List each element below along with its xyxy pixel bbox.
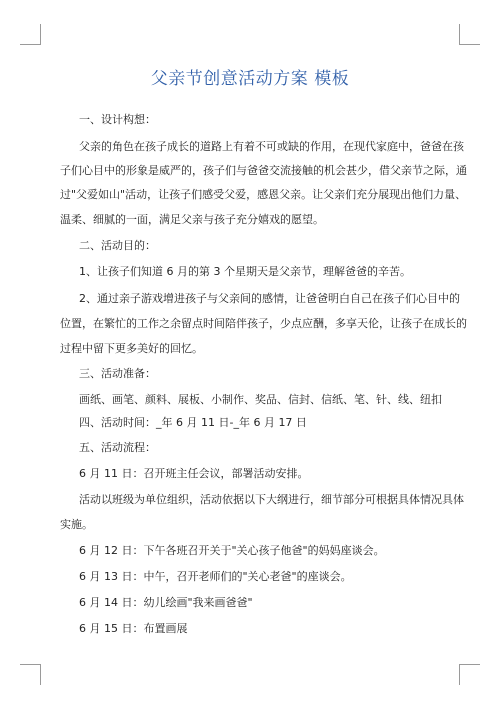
paragraph-line: 温柔、细腻的一面，满足父亲与孩子充分嬉戏的愿望。 bbox=[60, 213, 324, 226]
crop-mark-bottom-right bbox=[459, 664, 480, 685]
paragraph-line: 位置，在繁忙的工作之余留点时间陪伴孩子，少点应酬，多享天伦，让孩子在成长的 bbox=[60, 317, 467, 330]
paragraph-line: 6 月 11 日：召开班主任会议，部署活动安排。 bbox=[79, 467, 309, 480]
paragraph-line: 过"父爱如山"活动，让孩子们感受父爱，感恩父亲。让父亲们充分展现出他们力量、 bbox=[60, 188, 467, 201]
heading-activity-process: 五、活动流程： bbox=[79, 441, 156, 454]
paragraph-line: 6 月 14 日：幼儿绘画"我来画爸爸" bbox=[79, 596, 253, 609]
paragraph-line: 2、通过亲子游戏增进孩子与父亲间的感情，让爸爸明白自己在孩子们心目中的 bbox=[79, 292, 460, 305]
heading-activity-preparation: 三、活动准备： bbox=[79, 367, 156, 380]
crop-mark-top-left bbox=[20, 24, 41, 45]
paragraph-line: 6 月 13 日：中午，召开老师们的"关心老爸"的座谈会。 bbox=[79, 570, 352, 583]
paragraph-line: 6 月 12 日：下午各班召开关于"关心孩子他爸"的妈妈座谈会。 bbox=[79, 544, 385, 557]
paragraph-line: 过程中留下更多美好的回忆。 bbox=[60, 342, 203, 355]
paragraph-line: 活动以班级为单位组织，活动依据以下大纲进行，细节部分可根据具体情况具体 bbox=[79, 493, 464, 506]
heading-design-concept: 一、设计构想： bbox=[79, 113, 156, 126]
heading-activity-purpose: 二、活动目的： bbox=[79, 239, 156, 252]
paragraph-line: 父亲的角色在孩子成长的道路上有着不可或缺的作用，在现代家庭中，爸爸在孩 bbox=[79, 140, 464, 153]
paragraph-line: 1、让孩子们知道 6 月的第 3 个星期天是父亲节，理解爸爸的辛苦。 bbox=[79, 265, 411, 278]
crop-mark-top-right bbox=[459, 24, 480, 45]
document-title: 父亲节创意活动方案 模板 bbox=[150, 69, 350, 89]
paragraph-line: 子们心目中的形象是威严的，孩子们与爸爸交流接触的机会甚少，借父亲节之际，通 bbox=[60, 164, 467, 177]
crop-mark-bottom-left bbox=[20, 664, 41, 685]
paragraph-line: 6 月 15 日：布置画展 bbox=[79, 622, 188, 635]
paragraph-line: 实施。 bbox=[60, 518, 93, 531]
paragraph-line: 画纸、画笔、颜料、展板、小制作、奖品、信封、信纸、笔、针、线、纽扣 bbox=[79, 393, 442, 406]
heading-activity-time: 四、活动时间：_年 6 月 11 日-_年 6 月 17 日 bbox=[79, 416, 307, 429]
